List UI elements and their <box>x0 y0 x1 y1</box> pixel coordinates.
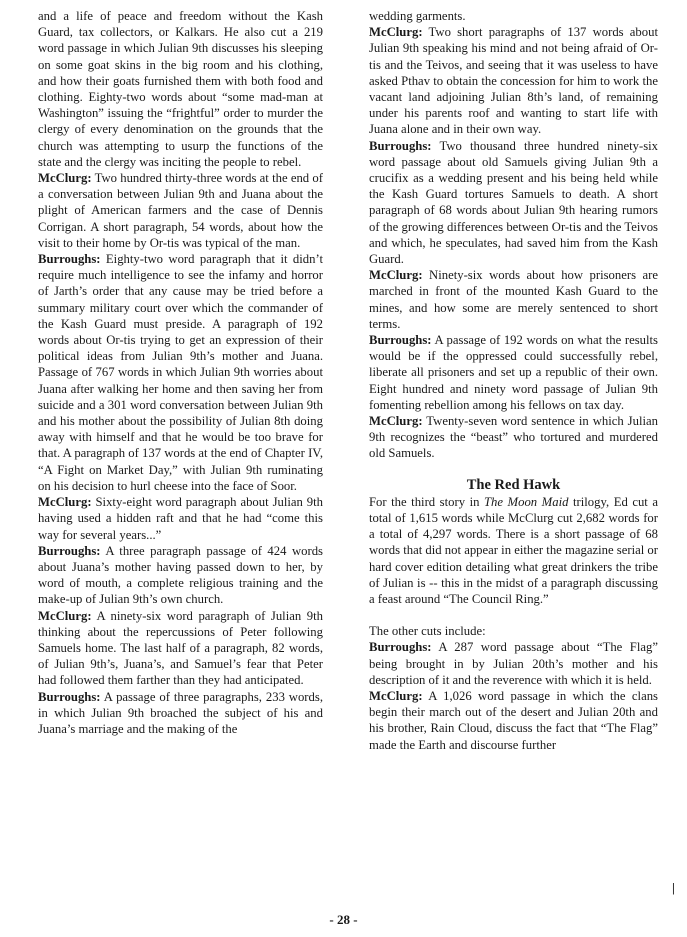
paragraph-text: Sixty-eight word paragraph about Julian 9th having used a hidden raft and that he had “come this way for several years...” <box>38 495 324 542</box>
speaker-label: Burroughs: <box>38 689 101 704</box>
paragraph <box>369 413 658 462</box>
paragraph <box>38 608 323 689</box>
intro-text-before: For the third story in <box>369 494 484 509</box>
speaker-label: McClurg: <box>369 688 423 703</box>
left-column <box>38 8 323 737</box>
speaker-label: Burroughs: <box>38 543 101 558</box>
paragraph <box>369 688 658 753</box>
paragraph <box>38 543 323 608</box>
paragraph <box>38 170 323 251</box>
paragraph <box>369 639 658 688</box>
section-heading: The Red Hawk <box>466 476 561 493</box>
paragraph-text: Ninety-six words about how prisoners are marched in front of the mounted Kash Guard to the mines, and how some are merely sentenced to short terms. <box>369 268 658 331</box>
section-intro <box>369 494 658 607</box>
paragraph-text: Eighty-two word paragraph that it didn’t require much intelligence to see the infamy and horror of Jarth’s order that any cause may be tried before a summary military court over which the commander of the Kash Guard must preside. A paragraph of 192 words about Or-tis trying to get an expression of their political ideas from Julian 9th’s mother and Juana. Passage of 767 words in which Julian 9th worries about Juana after walking her home and then saving her from suicide and a 301 word conversation between Julian 9th and his mother about the possibility of Julian 8th doing away with himself and that he would be too brave for that. A paragraph of 137 words at the end of Chapter IV, “A Fight on Market Day,” with Julian 9th ruminating on his decision to hurl cheese into the face of Soor. <box>38 252 323 493</box>
speaker-label: McClurg: <box>38 171 92 186</box>
paragraph-text: Two hundred thirty-three words at the end of a conversation between Julian 9th and Juana about the plight of American farmers and the case of Dennis Corrigan. A short paragraph, 54 words, about how the visit to their home by Or-tis was typical of the man. <box>38 171 323 250</box>
paragraph-text: A passage of 192 words on what the results would be if the oppressed could successfully rebel, liberate all prisoners and set up a republic of their own. Eight hundred and ninety word passage of Julian 9th fomenting rebellion among his fellows on tax day. <box>369 333 658 412</box>
paragraph <box>38 251 323 494</box>
paragraph-text: A 287 word passage about “The Flag” being brought in by Julian 20th’s mother and his description of it and the reverence with which it is held. <box>369 640 658 687</box>
page-number: - 28 - <box>329 912 358 927</box>
paragraph-text: A ninety-six word paragraph of Julian 9th thinking about the repercussions of Peter following Samuels home. The last half of a paragraph, 82 words, of Julian 9th’s, Juana’s, and Samuel’s fear that Peter had followed them farther than they had anticipated. <box>38 608 323 688</box>
paragraph-text: A passage of three paragraphs, 233 words, in which Julian 9th broached the subject of his and Juana’s marriage and the making of the <box>38 689 323 736</box>
intro-text-after: trilogy, Ed cut a total of 1,615 words while McClurg cut 2,682 words for a total of 4,297 words. There is a short passage of 68 words that did not appear in either the magazine serial or hard cover edition detailing what great drinkers the tribe of Julian is -- this in the midst of a paragraph discussing a feast around “The Council Ring.” <box>369 494 658 606</box>
speaker-label: Burroughs: <box>369 138 432 153</box>
paragraph-text: A three paragraph passage of 424 words about Juana’s mother having passed down to her, by word of mouth, a complete religious training and the make-up of Julian 9th’s own church. <box>38 543 323 607</box>
speaker-label: Burroughs: <box>38 252 101 267</box>
speaker-label: Burroughs: <box>369 333 432 348</box>
paragraph-text: A 1,026 word passage in which the clans begin their march out of the desert and Julian 20th and his brother, Rain Cloud, discuss the fact that “The Flag” made the Earth and discourse further <box>369 688 658 752</box>
book-title: The Moon Maid <box>483 494 569 509</box>
paragraph <box>38 8 323 170</box>
paragraph-text: Twenty-seven word sentence in which Julian 9th recognizes the “beast” who tortured and murdered old Samuels. <box>369 414 658 461</box>
paragraph <box>38 494 323 543</box>
speaker-label: McClurg: <box>369 414 423 429</box>
paragraph-gap <box>369 607 658 623</box>
speaker-label: McClurg: <box>38 608 92 623</box>
paragraph-text: Two short paragraphs of 137 words about Julian 9th speaking his mind and not being afraid of Or-tis and the Teivos, and seeing that it was useless to have asked Pthav to obtain the concession for him to work the vacant land adjoining Julian 8th’s land, of remaining under his parents roof and wanting to start life with Juana alone and in their own way. <box>369 25 658 137</box>
other-cuts-label: The other cuts include: <box>369 624 486 639</box>
paragraph-text: Two thousand three hundred ninety-six word passage about old Samuels giving Julian 9th a crucifix as a wedding present and his being held while the Kash Guard tortures Samuels to death. A short paragraph of 68 words about Julian 9th hearing rumors of the growing differences between Or-tis and the Teivos and which, he speculates, had saved him from the Kash Guard. <box>369 138 659 267</box>
paragraph <box>369 8 658 24</box>
paragraph-text: wedding garments. <box>369 9 466 23</box>
speaker-label: McClurg: <box>369 25 423 40</box>
paragraph-text: and a life of peace and freedom without the Kash Guard, tax collectors, or Kalkars. He also cut a 219 word passage in which Julian 9th discusses his sleeping on some goat skins in the big room and his clothing, and how their goats furnished them with both food and clothing. Eighty-two words about “some mad-man at Washington” issuing the “frightful” order to murder the clergy of every denomination on the grounds that the church was attempting to usurp the functions of the state and the clergy was inciting the people to rebel. <box>38 9 323 169</box>
speaker-label: McClurg: <box>38 495 92 510</box>
paragraph <box>369 24 658 137</box>
page-edge-mark: | <box>672 880 675 895</box>
right-column <box>369 8 658 753</box>
paragraph <box>369 332 658 413</box>
speaker-label: McClurg: <box>369 268 423 283</box>
paragraph <box>369 138 658 268</box>
paragraph <box>369 267 658 332</box>
paragraph <box>38 689 323 738</box>
speaker-label: Burroughs: <box>369 640 432 655</box>
